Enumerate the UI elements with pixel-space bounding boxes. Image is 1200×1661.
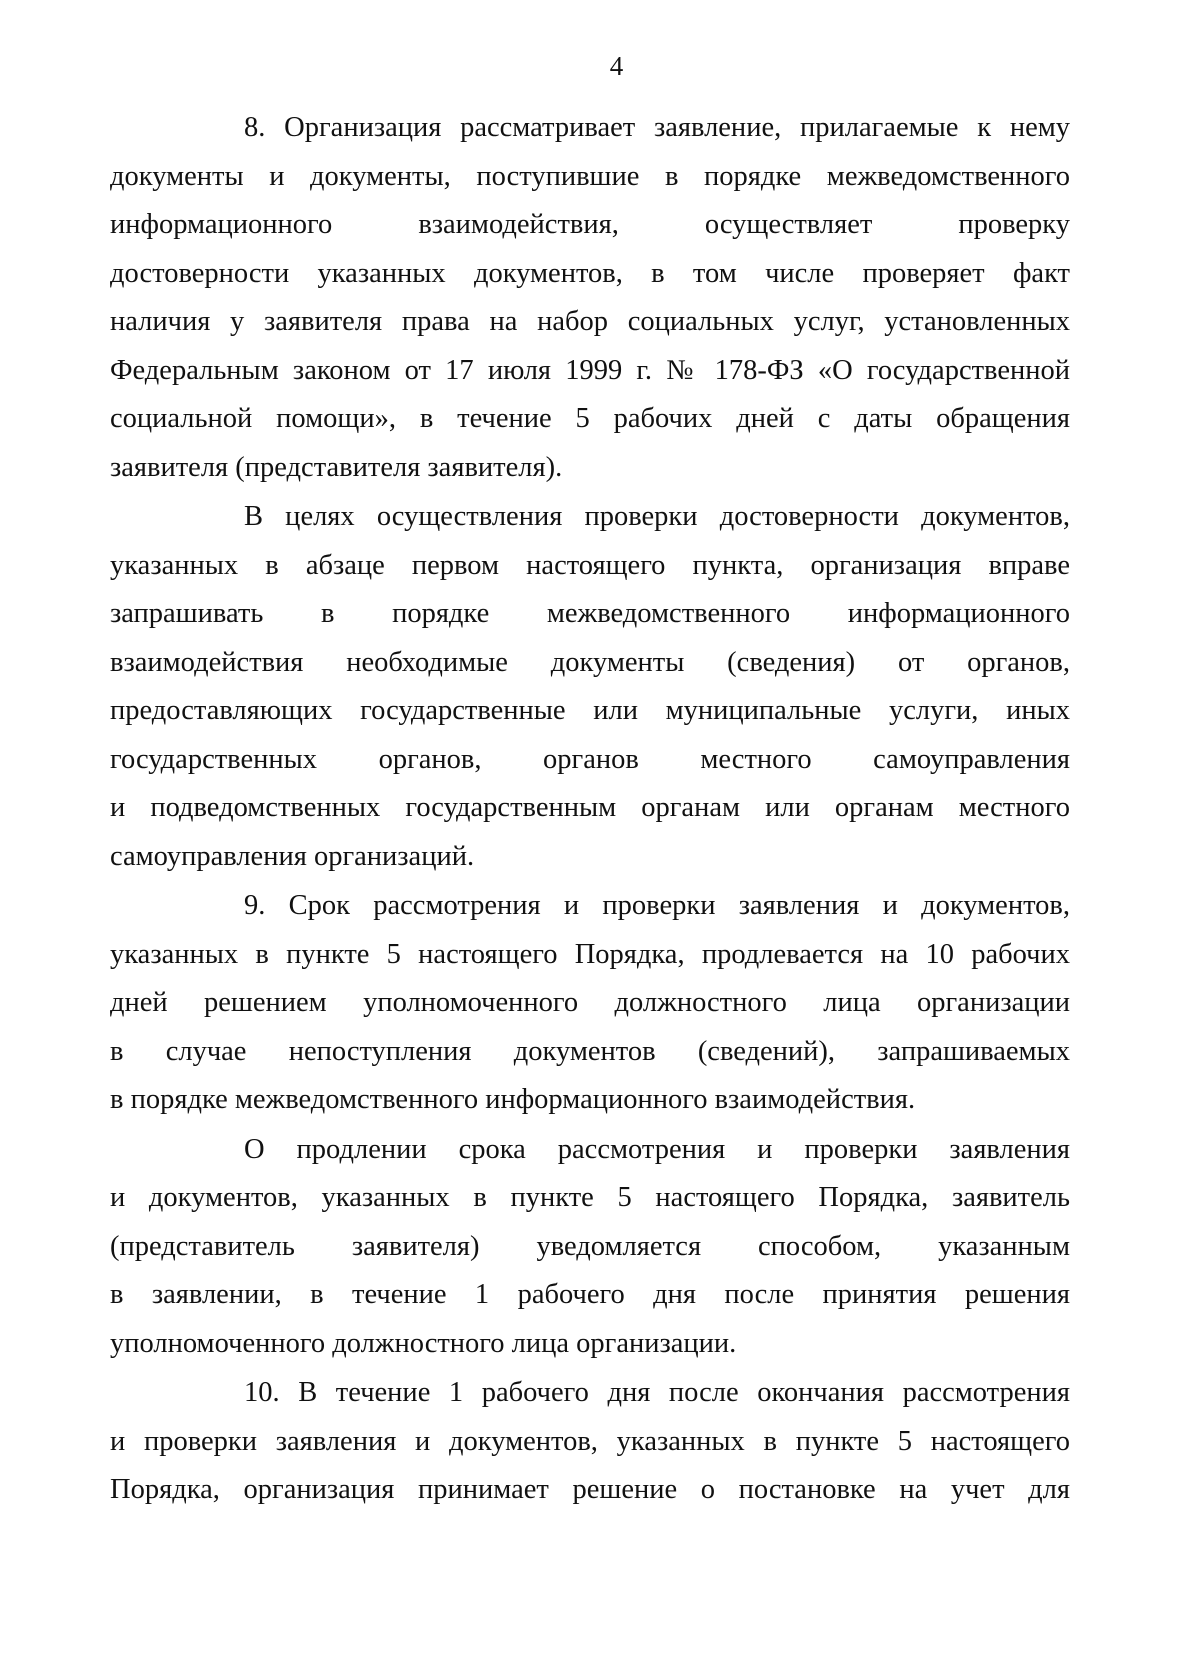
page-number: 4: [609, 51, 624, 81]
text-line: в заявлении, в течение 1 рабочего дня после принятия решения: [110, 1279, 1070, 1310]
text-line: и проверки заявления и документов, указанных в пункте 5 настоящего: [110, 1425, 1070, 1457]
text-line: 9. Срок рассмотрения и проверки заявления и документов,: [244, 890, 1070, 921]
text-line: и документов, указанных в пункте 5 настоящего Порядка, заявитель: [110, 1182, 1070, 1213]
document-body: [110, 104, 1070, 1515]
text-line: в порядке межведомственного информационного взаимодействия.: [110, 1084, 916, 1115]
text-line: 8. Организация рассматривает заявление, прилагаемые к нему: [244, 112, 1070, 143]
text-line: государственных органов, органов местного самоуправления: [110, 743, 1070, 775]
text-line: информационного взаимодействия, осуществляет проверку: [110, 209, 1070, 240]
paragraph-item-8-second: [110, 493, 1070, 881]
text-line: запрашивать в порядке межведомственного информационного: [110, 598, 1070, 629]
text-line: достоверности указанных документов, в том числе проверяет факт: [110, 257, 1070, 289]
text-line: и подведомственных государственным органам или органам местного: [110, 792, 1070, 823]
text-line: (представитель заявителя) уведомляется способом, указанным: [110, 1230, 1070, 1262]
text-line: социальной помощи», в течение 5 рабочих дней с даты обращения: [110, 403, 1070, 434]
text-line: самоуправления организаций.: [110, 840, 475, 872]
text-line: наличия у заявителя права на набор социальных услуг, установленных: [110, 306, 1070, 337]
paragraph-item-8: [110, 104, 1070, 492]
text-line: заявителя (представителя заявителя).: [110, 451, 563, 483]
text-line: В целях осуществления проверки достоверности документов,: [244, 501, 1070, 532]
text-line: дней решением уполномоченного должностного лица организации: [110, 987, 1070, 1018]
paragraph-item-10: [110, 1369, 1070, 1515]
text-line: предоставляющих государственные или муниципальные услуги, иных: [110, 695, 1070, 726]
paragraph-item-9: [110, 882, 1070, 1125]
text-line: уполномоченного должностного лица организации.: [110, 1327, 737, 1359]
text-line: указанных в абзаце первом настоящего пункта, организация вправе: [110, 549, 1070, 581]
text-line: взаимодействия необходимые документы (сведения) от органов,: [110, 646, 1070, 678]
text-line: 10. В течение 1 рабочего дня после окончания рассмотрения: [244, 1377, 1070, 1408]
text-line: О продлении срока рассмотрения и проверки заявления: [244, 1133, 1070, 1165]
text-line: указанных в пункте 5 настоящего Порядка, продлевается на 10 рабочих: [110, 938, 1070, 970]
text-line: Федеральным законом от 17 июля 1999 г. № 178-ФЗ «О государственной: [110, 354, 1070, 386]
text-line: Порядка, организация принимает решение о постановке на учет для: [110, 1474, 1070, 1505]
text-line: в случае непоступления документов (сведений), запрашиваемых: [110, 1035, 1070, 1067]
paragraph-item-9-second: [110, 1126, 1070, 1369]
text-line: документы и документы, поступившие в порядке межведомственного: [110, 160, 1070, 192]
